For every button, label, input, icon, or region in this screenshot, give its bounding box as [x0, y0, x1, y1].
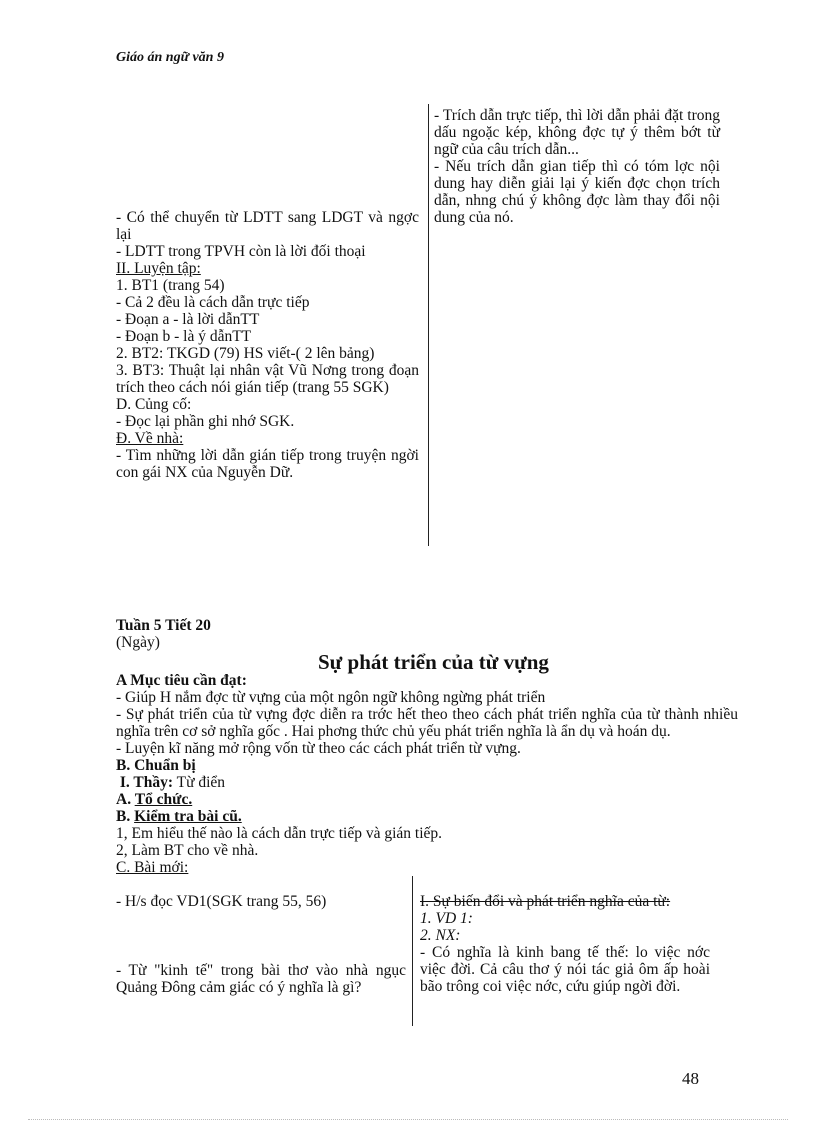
note-dialogue: - LDTT trong TPVH còn là lời đối thoại — [116, 243, 366, 260]
meaning-change-heading: I. Sự biến đổi và phát triển nghĩa của từ: — [420, 893, 671, 910]
goals-heading: A Mục tiêu cần đạt: — [116, 672, 247, 689]
date-label: (Ngày) — [116, 634, 160, 651]
lesson-body — [116, 672, 738, 876]
bottom-right-cell — [420, 893, 710, 995]
consolidate-heading: D. Củng cố: — [116, 396, 192, 413]
goal-1: - Giúp H nắm đợc từ vựng của một ngôn ngữ không ngừng phát triển — [116, 689, 546, 706]
teacher-value: Từ điển — [176, 774, 226, 791]
check-line — [116, 808, 738, 825]
prep-heading: B. Chuẩn bị — [116, 757, 196, 774]
check-item-2: 2, Làm BT cho về nhà. — [116, 842, 259, 859]
bottom-table-divider — [412, 876, 413, 1026]
remark-text: - Có nghĩa là kinh bang tế thế: lo việc nớc việc đời. Cả câu thơ ý nói tác giả ôm ấp hoài bão trông coi việc nớc, cứu giúp ngời đời. — [420, 944, 710, 995]
homework-item: - Tìm những lời dẫn gián tiếp trong truyện ngời con gái NX của Nguyễn Dữ. — [116, 447, 419, 481]
check-value: Kiểm tra bài cũ. — [134, 808, 242, 825]
org-label: A. — [116, 791, 132, 808]
exercise-1-a: - Cả 2 đều là cách dẫn trực tiếp — [116, 294, 310, 311]
consolidate-item: - Đọc lại phần ghi nhớ SGK. — [116, 413, 295, 430]
goal-2: - Sự phát triển của từ vựng đợc diễn ra trớc hết theo theo cách phát triển nghĩa của từ thành nhiều nghĩa trên cơ sở nghĩa gốc . Hai phơng thức chủ yếu phát triển nghĩa là ẩn dụ và hoán dụ. — [116, 706, 738, 740]
check-item-1: 1, Em hiểu thế nào là cách dẫn trực tiếp và gián tiếp. — [116, 825, 443, 842]
page-header: Giáo án ngữ văn 9 — [116, 50, 224, 65]
top-table-right-cell — [434, 107, 720, 226]
exercise-3: 3. BT3: Thuật lại nhân vật Vũ Nơng trong đoạn trích theo cách nói gián tiếp (trang 55 SGK) — [116, 362, 419, 396]
exercise-1: 1. BT1 (trang 54) — [116, 277, 225, 294]
page-bottom-rule — [28, 1119, 788, 1120]
exercise-1-c: - Đoạn b - là ý dẫnTT — [116, 328, 252, 345]
remark-label: 2. NX: — [420, 927, 461, 944]
teacher-line — [116, 774, 738, 791]
bottom-left-row-2: - Từ "kinh tế" trong bài thơ vào nhà ngục Quảng Đông cảm giác có ý nghĩa là gì? — [116, 962, 406, 996]
teacher-label: I. Thầy: — [119, 774, 173, 791]
lesson-title: Sự phát triển của từ vựng — [318, 650, 549, 674]
example-1-label: 1. VD 1: — [420, 910, 473, 927]
top-table-divider — [428, 104, 429, 546]
exercise-2: 2. BT2: TKGD (79) HS viết-( 2 lên bảng) — [116, 345, 375, 362]
quote-rule-indirect: - Nếu trích dẫn gian tiếp thì có tóm lợc nội dung hay diễn giải lại ý kiến đợc chọn trích dẫn, nhng chú ý không đợc làm thay đổi nội dung của nó. — [434, 158, 720, 226]
bottom-left-row-1: - H/s đọc VD1(SGK trang 55, 56) — [116, 893, 327, 910]
homework-heading: Đ. Về nhà: — [116, 430, 184, 447]
check-label: B. — [116, 808, 131, 825]
goal-3: - Luyện kĩ năng mở rộng vốn từ theo các cách phát triển từ vựng. — [116, 740, 521, 757]
note-convert: - Có thể chuyển từ LDTT sang LDGT và ngợc lại — [116, 209, 419, 243]
org-value: Tổ chức. — [134, 791, 193, 808]
quote-rule-direct: - Trích dẫn trực tiếp, thì lời dẫn phải đặt trong dấu ngoặc kép, không đợc tự ý thêm bớt từ ngữ của câu trích dẫn... — [434, 107, 720, 158]
new-lesson-heading: C. Bài mới: — [116, 859, 189, 876]
practice-heading: II. Luyện tập: — [116, 260, 201, 277]
week-label: Tuần 5 Tiết 20 — [116, 617, 211, 634]
top-table-left-cell — [116, 209, 419, 481]
page-number: 48 — [682, 1069, 699, 1088]
org-line — [116, 791, 738, 808]
exercise-1-b: - Đoạn a - là lời dẫnTT — [116, 311, 260, 328]
